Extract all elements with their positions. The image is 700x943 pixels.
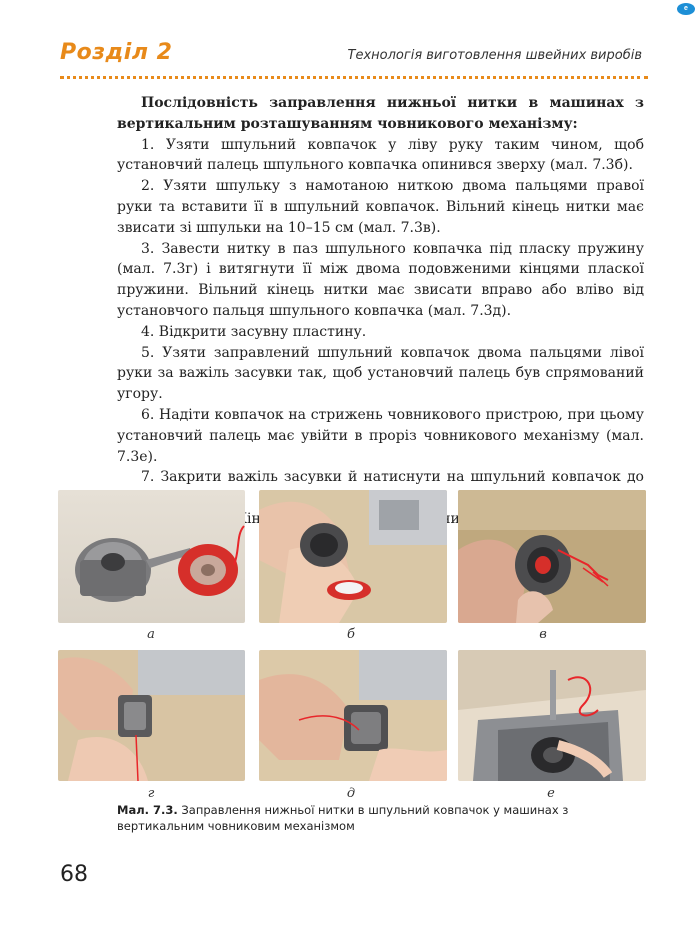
panel-label-f: е <box>547 786 555 801</box>
photo-e <box>259 650 447 781</box>
panel-label-a: а <box>147 627 155 642</box>
photo-f <box>458 650 646 781</box>
photo-b <box>259 490 447 623</box>
running-title: Технологія виготовлення швейних виробів <box>347 48 642 63</box>
panel-label-c: в <box>539 627 547 642</box>
panel-label-b: б <box>347 627 355 642</box>
step-4: 4. Відкрити засувну пластину. <box>141 323 367 340</box>
publisher-logo-icon: e <box>677 3 695 15</box>
main-text <box>117 93 644 530</box>
step-5: 5. Узяти заправлений шпульний ковпачок двома пальцями лівої руки за важіль засувки так, щоб установчий палець був спрямований угору. <box>117 344 644 403</box>
figure-caption <box>117 802 647 834</box>
panel-label-d: г <box>147 786 155 801</box>
section-title: Розділ 2 <box>60 40 173 65</box>
step-3: 3. Завести нитку в паз шпульного ковпачка під пласку пружину (мал. 7.3г) і витягнути її між двома подовженими кінцями пласкої пружини. Вільний кінець нитки має звисати вправо або вліво від установчого пальця шпульного ковпачка (мал. 7.3д). <box>117 240 644 319</box>
step-1: 1. Узяти шпульний ковпачок у ліву руку таким чином, щоб установчий палець шпульного ковпачка опинився зверху (мал. 7.3б). <box>117 136 644 174</box>
page-number: 68 <box>60 862 88 887</box>
photo-d <box>58 650 245 781</box>
figure-caption-text: Заправлення нижньої нитки в шпульний ковпачок у машинах з вертикальним човниковим механізмом <box>117 803 569 833</box>
instruction-heading: Послідовність заправлення нижньої нитки в машинах з вертикальним розташуванням човникового механізму: <box>117 95 644 132</box>
step-2: 2. Узяти шпульку з намотаною ниткою двома пальцями правої руки та вставити її в шпульний ковпачок. Вільний кінець нитки має звисати зі шпульки на 10–15 см (мал. 7.3в). <box>117 178 644 236</box>
step-7: 7. Закрити важіль засувки й натиснути на шпульний ковпачок до <box>141 469 644 486</box>
header-divider <box>60 76 648 79</box>
figure-caption-label: Мал. 7.3. <box>117 803 178 817</box>
photo-a <box>58 490 245 623</box>
photo-c <box>458 490 646 623</box>
panel-label-e: д <box>346 786 356 801</box>
remember-text: вниз. <box>433 510 472 527</box>
step-6: 6. Надіти ковпачок на стрижень човникового пристрою, при цьому установчий палець має увійти в проріз човникового механізму (мал. 7.3е). <box>117 406 644 465</box>
